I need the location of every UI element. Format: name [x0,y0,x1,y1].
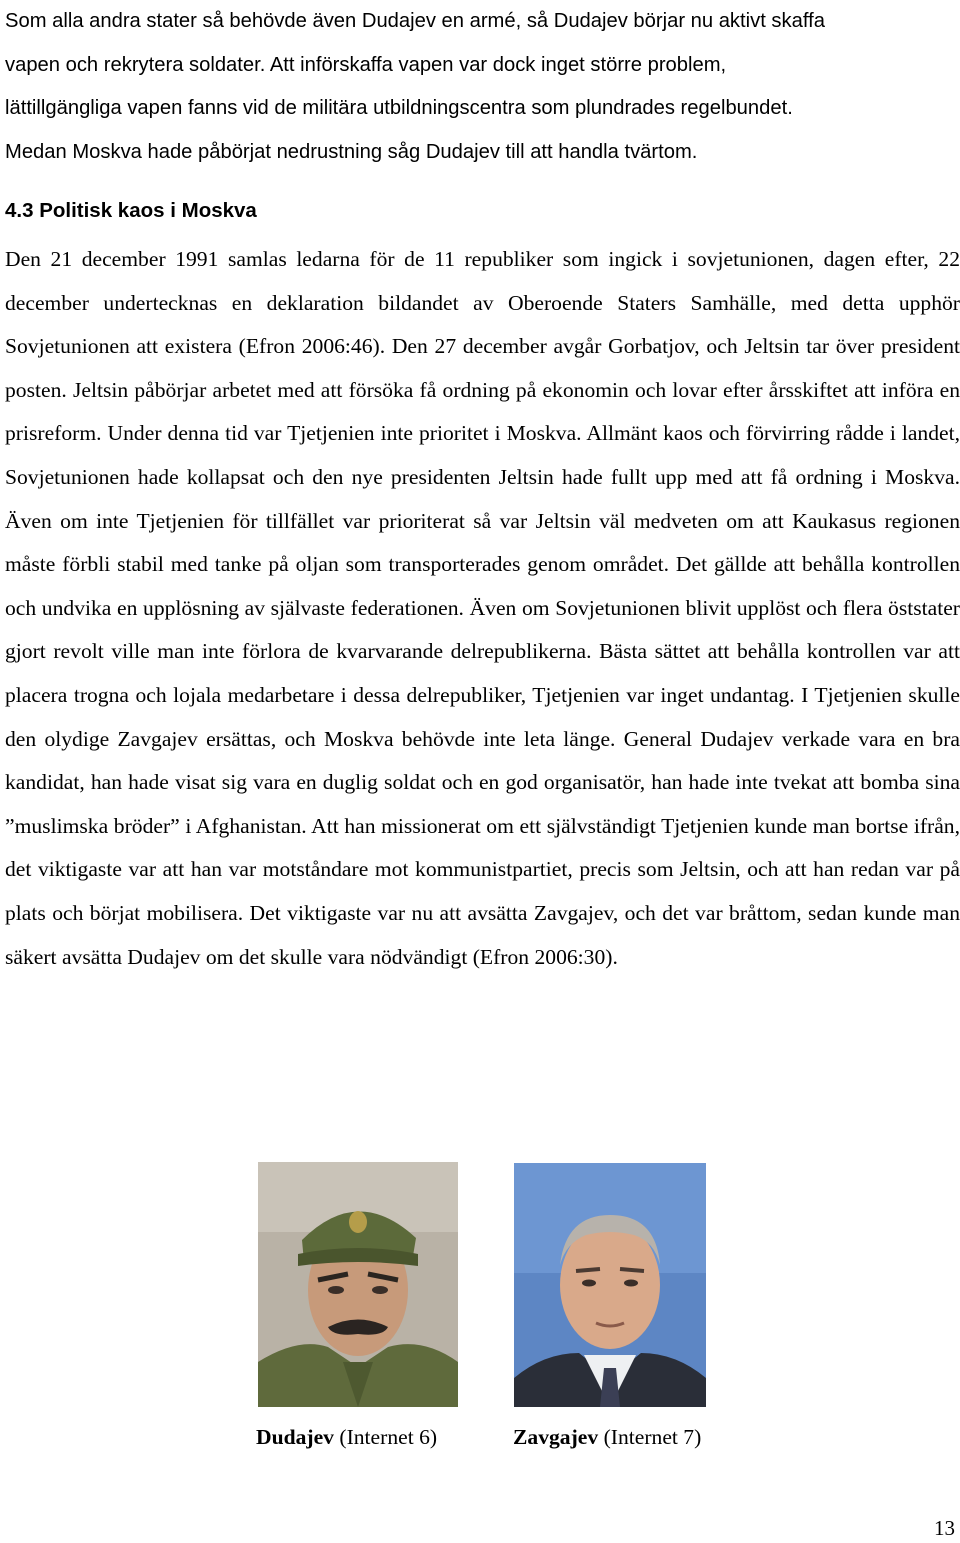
intro-paragraph [5,0,955,174]
intro-line: lättillgängliga vapen fanns vid de militära utbildningscentra som plundrades regelbundet. [5,97,793,119]
caption-source: (Internet 7) [598,1425,702,1449]
zavgajev-caption [513,1418,701,1456]
section-heading: 4.3 Politisk kaos i Moskva [5,199,257,222]
dudajev-portrait-image [258,1162,458,1407]
dudajev-photo [258,1162,458,1407]
body-paragraph: Den 21 december 1991 samlas ledarna för de 11 republiker som ingick i sovjetunionen, dagen efter, 22 december undertecknas en deklaration bildandet av Oberoende Staters Samhälle, med detta upphör Sovjetunionen att existera (Efron 2006:46). Den 27 december avgår Gorbatjov, och Jeltsin tar över president posten. Jeltsin påbörjar arbetet med att försöka få ordning på ekonomin och lovar efter årsskiftet att införa en prisreform. Under denna tid var Tjetjenien inte prioritet i Moskva. Allmänt kaos och förvirring rådde i landet, Sovjetunionen hade kollapsat och den nye presidenten Jeltsin hade fullt upp med att få ordning i Moskva. Även om inte Tjetjenien för tillfället var prioriterat så var Jeltsin väl medveten om att Kaukasus regionen måste förbli stabil med tanke på oljan som transporterades genom området. Det gällde att behålla kontrollen och undvika en upplösning av självaste federationen. Även om Sovjetunionen blivit upplöst och flera öststater gjort revolt ville man inte förlora de kvarvarande delrepublikerna. Bästa sättet att behålla kontrollen var att placera trogna och lojala medarbetare i dessa delrepubliker, Tjetjenien var inget undantag. I Tjetjenien skulle den olydige Zavgajev ersättas, och Moskva behövde inte leta länge. General Dudajev verkade vara en bra kandidat, han hade visat sig vara en duglig soldat och en god organisatör, han hade inte tvekat att bomba sina ”muslimska bröder” i Afghanistan. Att han missionerat om ett självständigt Tjetjenien kunde man bortse ifrån, det viktigaste var att han var motståndare mot kommunistpartiet, precis som Jeltsin, och att han redan var på plats och börjat mobilisera. Det viktigaste var nu att avsätta Zavgajev, och det var bråttom, sedan kunde man säkert avsätta Dudajev om det skulle vara nödvändigt (Efron 2006:30). [5,247,960,969]
caption-source: (Internet 6) [333,1425,438,1449]
zavgajev-photo [514,1163,706,1407]
caption-name: Dudajev [256,1425,334,1449]
intro-line: Medan Moskva hade påbörjat nedrustning såg Dudajev till att handla tvärtom. [5,140,698,163]
page-number: 13 [934,1516,955,1540]
zavgajev-portrait-image [514,1163,706,1407]
caption-name: Zavgajev [513,1425,599,1449]
dudajev-caption [256,1418,437,1456]
intro-line: vapen och rekrytera soldater. Att införskaffa vapen var dock inget större problem, [5,53,727,76]
intro-line: Som alla andra stater så behövde även Dudajev en armé, så Dudajev börjar nu aktivt skaffa [5,10,825,32]
